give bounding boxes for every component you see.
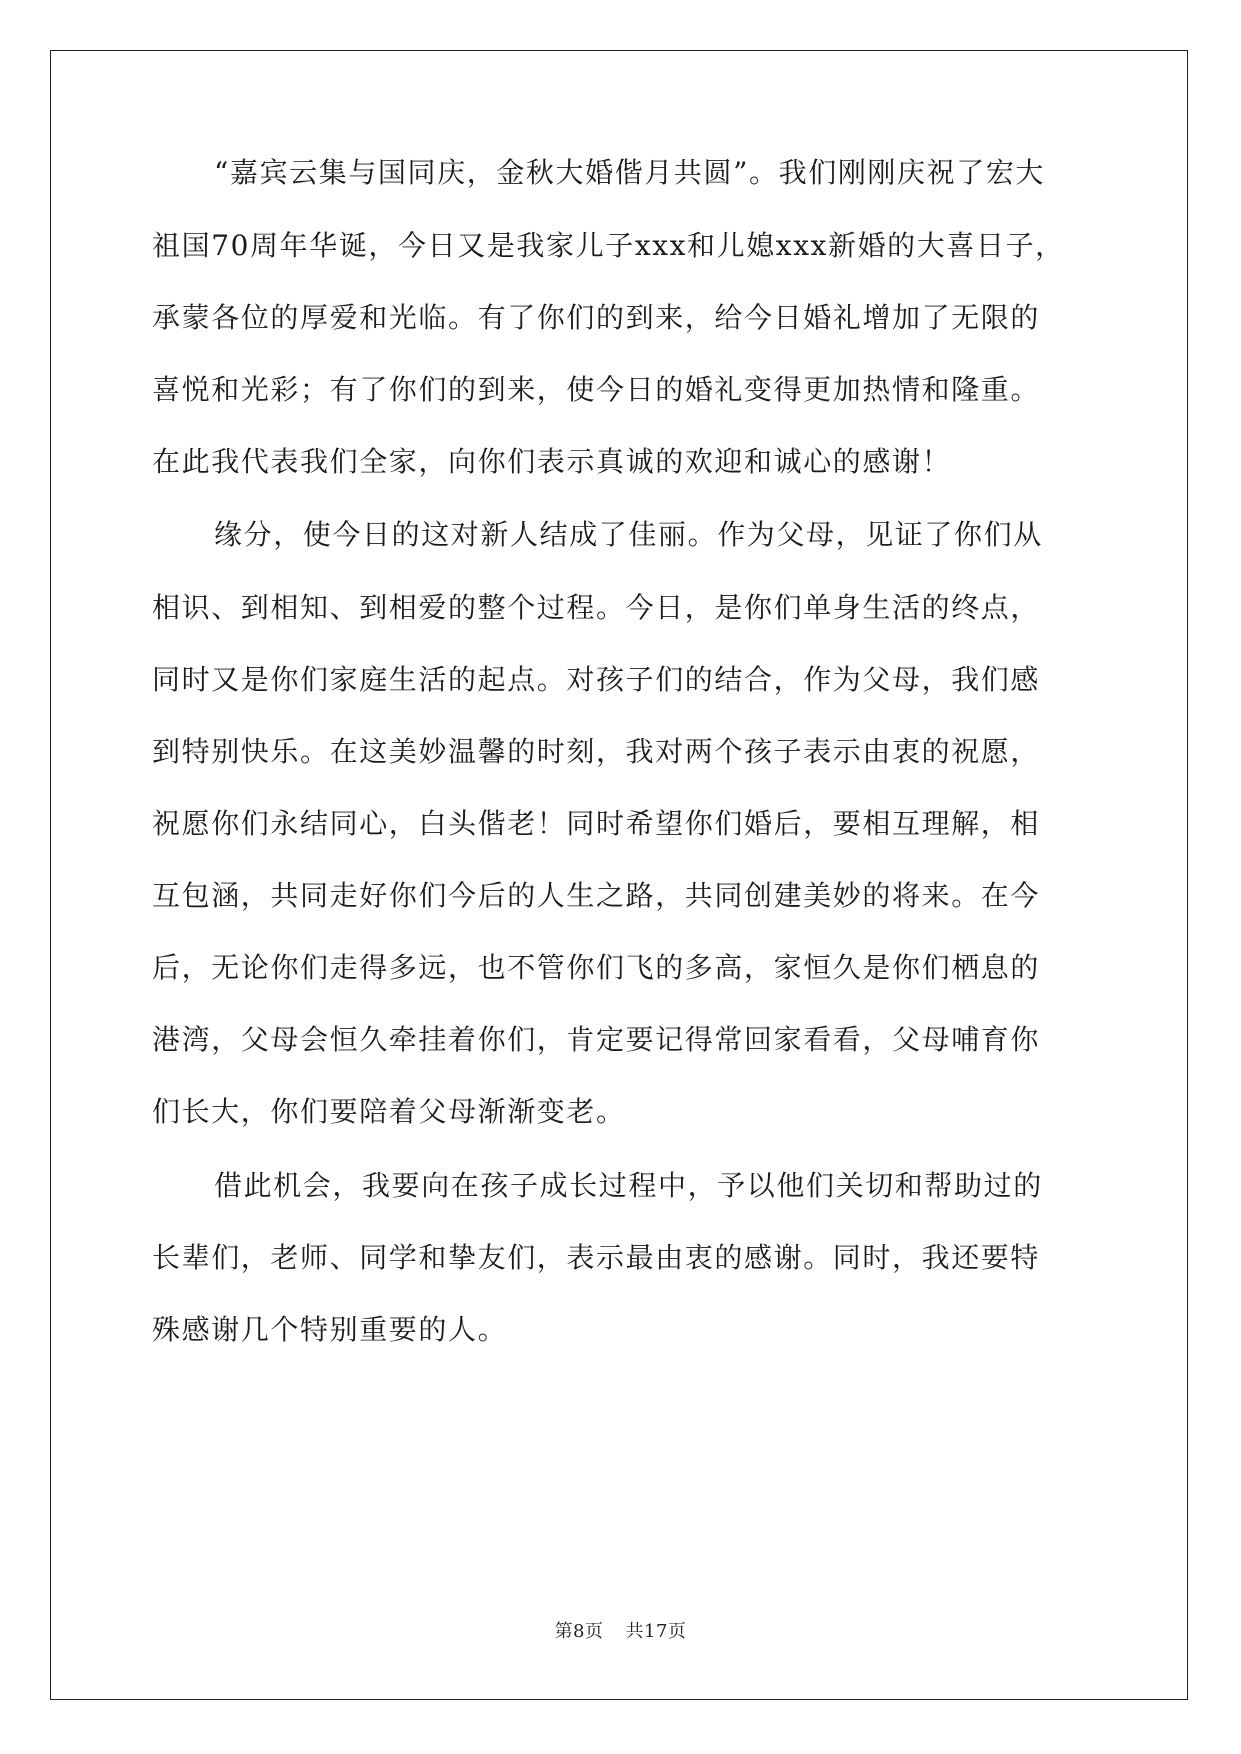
- text-line: 祝愿你们永结同心，白头偕老！同时希望你们婚后，要相互理解，相: [152, 807, 1041, 840]
- text-line: 长辈们，老师、同学和挚友们，表示最由衷的感谢。同时，我还要特: [152, 1241, 1041, 1274]
- page-total: 共17页: [625, 1621, 687, 1642]
- text-line: 承蒙各位的厚爱和光临。有了你们的到来，给今日婚礼增加了无限的: [152, 301, 1041, 334]
- text-line: 港湾，父母会恒久牵挂着你们，肯定要记得常回家看看，父母哺育你: [152, 1023, 1041, 1056]
- text-line: 同时又是你们家庭生活的起点。对孩子们的结合，作为父母，我们感: [152, 663, 1041, 696]
- page-number: 第8页: [554, 1621, 604, 1642]
- text-line: 缘分，使今日的这对新人结成了佳丽。作为父母，见证了你们从: [214, 518, 1043, 551]
- text-line: 互包涵，共同走好你们今后的人生之路，共同创建美妙的将来。在今: [152, 879, 1041, 912]
- text-line: “嘉宾云集与国同庆，金秋大婚偕月共圆”。我们刚刚庆祝了宏大: [214, 156, 1046, 189]
- page-footer: [0, 1620, 1241, 1644]
- page-frame: [50, 50, 1188, 1700]
- text-line: 借此机会，我要向在孩子成长过程中，予以他们关切和帮助过的: [214, 1169, 1043, 1202]
- text-line: 相识、到相知、到相爱的整个过程。今日，是你们单身生活的终点，: [152, 591, 1041, 624]
- text-line: 们长大，你们要陪着父母渐渐变老。: [152, 1095, 626, 1128]
- text-line: 到特别快乐。在这美妙温馨的时刻，我对两个孩子表示由衷的祝愿，: [152, 735, 1041, 768]
- text-line: 殊感谢几个特别重要的人。: [152, 1313, 508, 1346]
- text-line: 祖国70周年华诞，今日又是我家儿子xxx和儿媳xxx新婚的大喜日子，: [152, 229, 1065, 262]
- text-line: 在此我代表我们全家，向你们表示真诚的欢迎和诚心的感谢！: [152, 445, 952, 478]
- text-line: 后，无论你们走得多远，也不管你们飞的多高，家恒久是你们栖息的: [152, 951, 1041, 984]
- text-line: 喜悦和光彩；有了你们的到来，使今日的婚礼变得更加热情和隆重。: [152, 373, 1041, 406]
